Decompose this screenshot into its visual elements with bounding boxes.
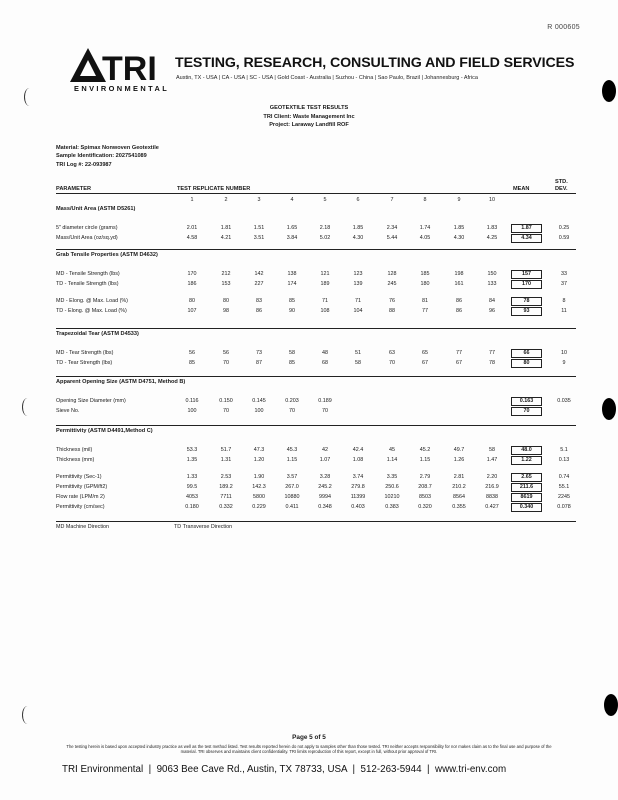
replicate-header: TEST REPLICATE NUMBER: [177, 186, 251, 192]
table-cell: 4.05: [419, 235, 431, 241]
table-cell: 142: [254, 271, 264, 277]
row-label: Mass/Unit Area (oz/sq.yd): [56, 235, 118, 241]
table-cell: 70: [223, 360, 229, 366]
table-cell: 279.8: [351, 484, 365, 490]
row-label: TD - Tear Strength (lbs): [56, 360, 113, 366]
table-cell: 0.229: [252, 504, 266, 510]
table-cell: 67: [422, 360, 428, 366]
table-cell: 0.403: [351, 504, 365, 510]
table-cell: 245: [387, 281, 397, 287]
table-cell: 51: [355, 350, 361, 356]
table-cell: 107: [187, 308, 197, 314]
mean-value: 1.22: [511, 456, 542, 465]
table-cell: 161: [454, 281, 464, 287]
table-cell: 250.6: [385, 484, 399, 490]
std-dev-value: 0.25: [558, 225, 570, 231]
logo-letters: TRI: [102, 50, 157, 86]
table-cell: 56: [223, 350, 229, 356]
replicate-number: 2: [224, 197, 228, 203]
table-cell: 58: [355, 360, 361, 366]
table-cell: 1.65: [286, 225, 298, 231]
table-cell: 1.85: [453, 225, 465, 231]
mean-value: 70: [511, 407, 542, 416]
table-cell: 216.9: [485, 484, 499, 490]
table-cell: 4.30: [352, 235, 364, 241]
mean-value: 2.65: [511, 473, 542, 482]
table-cell: 11399: [350, 494, 366, 500]
table-cell: 1.81: [220, 225, 232, 231]
table-cell: 1.47: [486, 457, 498, 463]
table-cell: 88: [389, 308, 395, 314]
table-cell: 1.08: [352, 457, 364, 463]
table-cell: 87: [256, 360, 262, 366]
footer-separator: |: [349, 764, 358, 775]
table-cell: 80: [223, 298, 229, 304]
table-cell: 83: [256, 298, 262, 304]
row-label: Flow rate (LPM/m 2): [56, 494, 105, 500]
table-cell: 186: [187, 281, 197, 287]
table-cell: 45.3: [286, 447, 298, 453]
log-number: TRI Log #: 22-093987: [56, 161, 112, 168]
row-label: MD - Tear Strength (lbs): [56, 350, 114, 356]
row-label: Permittivity (cm/sec): [56, 504, 105, 510]
table-cell: 180: [420, 281, 430, 287]
table-cell: 4.58: [186, 235, 198, 241]
table-cell: 1.35: [186, 457, 198, 463]
table-cell: 77: [422, 308, 428, 314]
std-dev-value: 8: [562, 298, 566, 304]
parameter-header: PARAMETER: [56, 186, 92, 192]
footer-company: TRI Environmental: [62, 764, 144, 775]
table-cell: 47.3: [253, 447, 265, 453]
sample-id: Sample Identification: 2027541089: [56, 153, 147, 160]
scan-mark-middle: [22, 398, 33, 416]
std-dev-value: 5.1: [560, 447, 568, 453]
section-title: Grab Tensile Properties (ASTM D4632): [56, 252, 158, 258]
header-rule: [56, 193, 576, 194]
table-cell: 8564: [453, 494, 465, 500]
footer-separator: |: [424, 764, 433, 775]
row-label: TD - Elong. @ Max. Load (%): [56, 308, 127, 314]
mean-value: 48.0: [511, 446, 542, 455]
table-cell: 71: [355, 298, 361, 304]
table-cell: 48: [322, 350, 328, 356]
section-title: Mass/Unit Area (ASTM D5261): [56, 206, 136, 212]
section-title: Trapezoidal Tear (ASTM D4533): [56, 331, 139, 337]
table-cell: 67: [456, 360, 462, 366]
table-cell: 4053: [186, 494, 198, 500]
table-cell: 42.4: [352, 447, 364, 453]
replicate-number: 10: [489, 197, 495, 203]
table-cell: 77: [489, 350, 495, 356]
std-dev-value: 0.13: [558, 457, 570, 463]
section-rule: [56, 425, 576, 426]
td-note: TD Transverse Direction: [174, 524, 233, 530]
std-dev-value: 10: [561, 350, 567, 356]
table-cell: 70: [389, 360, 395, 366]
row-label: MD - Tensile Strength (lbs): [56, 271, 120, 277]
table-cell: 63: [389, 350, 395, 356]
table-cell: 58: [489, 447, 495, 453]
scan-mark-top: [24, 88, 35, 106]
table-cell: 49.7: [453, 447, 465, 453]
table-cell: 245.2: [318, 484, 332, 490]
section-rule: [56, 376, 576, 377]
table-cell: 5800: [253, 494, 265, 500]
table-cell: 45: [389, 447, 395, 453]
table-cell: 80: [189, 298, 195, 304]
row-label: Thickness (mil): [56, 447, 93, 453]
table-cell: 0.116: [185, 398, 199, 404]
table-cell: 185: [420, 271, 430, 277]
md-note: MD Machine Direction: [56, 524, 110, 530]
section-title: Apparent Opening Size (ASTM D4751, Method B): [56, 379, 186, 385]
table-cell: 7711: [220, 494, 232, 500]
row-label: Permittivity (Sec-1): [56, 474, 102, 480]
mean-value: 0.340: [511, 503, 542, 512]
table-cell: 65: [422, 350, 428, 356]
table-cell: 2.18: [319, 225, 331, 231]
report-title: GEOTEXTILE TEST RESULTS: [269, 105, 349, 111]
replicate-number: 8: [423, 197, 427, 203]
replicate-number: 3: [257, 197, 261, 203]
mean-value: 8619: [511, 493, 542, 502]
table-cell: 121: [320, 271, 330, 277]
table-cell: 0.150: [219, 398, 233, 404]
table-cell: 9994: [319, 494, 331, 500]
table-cell: 0.383: [385, 504, 399, 510]
table-cell: 76: [389, 298, 395, 304]
replicate-number: 4: [290, 197, 294, 203]
std-dev-value: 0.078: [557, 504, 571, 510]
replicate-number: 1: [190, 197, 194, 203]
std-dev-value: 37: [561, 281, 567, 287]
table-cell: 189.2: [219, 484, 233, 490]
table-cell: 0.189: [318, 398, 332, 404]
table-cell: 0.203: [285, 398, 299, 404]
table-cell: 1.83: [486, 225, 498, 231]
table-cell: 45.2: [419, 447, 431, 453]
table-cell: 2.20: [486, 474, 498, 480]
table-cell: 3.51: [253, 235, 265, 241]
table-cell: 86: [456, 308, 462, 314]
table-cell: 85: [289, 298, 295, 304]
table-cell: 86: [256, 308, 262, 314]
std-dev-value: 0.74: [558, 474, 570, 480]
table-cell: 70: [223, 408, 229, 414]
table-cell: 96: [489, 308, 495, 314]
table-cell: 1.51: [253, 225, 265, 231]
table-cell: 174: [287, 281, 297, 287]
footer-contact: [62, 764, 506, 775]
table-cell: 68: [322, 360, 328, 366]
table-cell: 2.34: [386, 225, 398, 231]
row-label: Sieve No.: [56, 408, 80, 414]
table-cell: 2.01: [186, 225, 198, 231]
table-cell: 8838: [486, 494, 498, 500]
table-cell: 86: [456, 298, 462, 304]
table-cell: 108: [320, 308, 330, 314]
table-cell: 1.85: [352, 225, 364, 231]
std-dev-value: 0.035: [557, 398, 571, 404]
table-cell: 4.21: [220, 235, 232, 241]
table-cell: 104: [353, 308, 363, 314]
std-dev-value: 11: [561, 308, 567, 314]
replicate-number: 9: [457, 197, 461, 203]
table-cell: 56: [189, 350, 195, 356]
table-cell: 99.5: [186, 484, 198, 490]
table-cell: 58: [289, 350, 295, 356]
scan-mark-bottom: [22, 706, 33, 724]
table-cell: 2.81: [453, 474, 465, 480]
table-cell: 1.15: [286, 457, 298, 463]
mean-value: 211.6: [511, 483, 542, 492]
table-bottom-rule: [56, 521, 576, 522]
table-cell: 53.3: [186, 447, 198, 453]
table-cell: 153: [221, 281, 231, 287]
mean-value: 66: [511, 349, 542, 358]
section-title: Permittivity (ASTM D4491,Method C): [56, 428, 153, 434]
mean-value: 4.34: [511, 234, 542, 243]
std-dev-value: 33: [561, 271, 567, 277]
mean-value: 1.87: [511, 224, 542, 233]
table-cell: 78: [489, 360, 495, 366]
mean-value: 0.163: [511, 397, 542, 406]
table-cell: 71: [322, 298, 328, 304]
disclaimer: The testing herein is based upon accepted industry practice as well as the test method listed. Test results reported herein do not apply to samples other than those tested. TRI neither accepts responsibility for nor makes claim as to the final use and purpose of the material. TRI observes and maintains client confidentiality. TRI limits reproduction of this report, except in full, without prior approval of TRI.: [66, 744, 552, 755]
table-cell: 1.74: [419, 225, 431, 231]
table-cell: 1.31: [220, 457, 232, 463]
table-cell: 0.145: [252, 398, 266, 404]
table-cell: 4.30: [453, 235, 465, 241]
replicate-number: 7: [390, 197, 394, 203]
mean-header: MEAN: [513, 186, 530, 192]
table-cell: 3.35: [386, 474, 398, 480]
table-cell: 5.44: [386, 235, 398, 241]
table-cell: 0.411: [285, 504, 299, 510]
table-cell: 123: [353, 271, 363, 277]
table-cell: 70: [289, 408, 295, 414]
binder-hole-bottom: [604, 694, 618, 716]
table-cell: 81: [422, 298, 428, 304]
table-cell: 3.84: [286, 235, 298, 241]
table-cell: 85: [189, 360, 195, 366]
table-cell: 0.320: [418, 504, 432, 510]
table-cell: 77: [456, 350, 462, 356]
table-cell: 3.74: [352, 474, 364, 480]
footer-separator: |: [145, 764, 154, 775]
table-cell: 142.3: [252, 484, 266, 490]
table-cell: 212: [221, 271, 231, 277]
mean-value: 93: [511, 307, 542, 316]
table-cell: 8503: [419, 494, 431, 500]
table-cell: 1.15: [419, 457, 431, 463]
logo-subtitle: ENVIRONMENTAL: [74, 84, 170, 93]
table-cell: 0.348: [318, 504, 332, 510]
std-header-line2: DEV.: [555, 186, 568, 192]
binder-hole-middle: [602, 398, 616, 420]
table-cell: 70: [322, 408, 328, 414]
report-project: Project: Laraway Landfill ROF: [269, 122, 349, 128]
row-label: 5" diameter circle (grams): [56, 225, 118, 231]
table-cell: 2.53: [220, 474, 232, 480]
table-cell: 1.07: [319, 457, 331, 463]
footer-website: www.tri-env.com: [435, 764, 507, 775]
mean-value: 157: [511, 270, 542, 279]
section-rule: [56, 249, 576, 250]
row-label: Permittivity (GPM/ft2): [56, 484, 108, 490]
company-locations: Austin, TX - USA | CA - USA | SC - USA | Gold Coast - Australia | Suzhou - China | Sao Paulo, Brazil | Johannesburg - Africa: [176, 75, 478, 81]
row-label: MD - Elong. @ Max. Load (%): [56, 298, 128, 304]
table-cell: 170: [187, 271, 197, 277]
table-cell: 0.180: [185, 504, 199, 510]
std-dev-value: 9: [562, 360, 566, 366]
table-cell: 98: [223, 308, 229, 314]
row-label: Opening Size Diameter (mm): [56, 398, 126, 404]
table-cell: 84: [489, 298, 495, 304]
binder-hole-top: [602, 80, 616, 102]
table-cell: 189: [320, 281, 330, 287]
table-cell: 90: [289, 308, 295, 314]
footer-phone: 512-263-5944: [360, 764, 422, 775]
table-cell: 1.33: [186, 474, 198, 480]
table-cell: 128: [387, 271, 397, 277]
section-rule: [56, 328, 576, 329]
table-cell: 0.332: [219, 504, 233, 510]
replicate-number: 5: [323, 197, 327, 203]
mean-value: 80: [511, 359, 542, 368]
table-cell: 139: [353, 281, 363, 287]
table-cell: 1.90: [253, 474, 265, 480]
mean-value: 170: [511, 280, 542, 289]
table-cell: 227: [254, 281, 264, 287]
table-cell: 150: [487, 271, 497, 277]
std-dev-value: 55.1: [558, 484, 570, 490]
report-client: TRI Client: Waste Management Inc: [263, 113, 355, 120]
table-cell: 42: [322, 447, 328, 453]
table-cell: 0.355: [452, 504, 466, 510]
table-cell: 10210: [384, 494, 400, 500]
table-cell: 0.427: [485, 504, 499, 510]
std-header-line1: STD.: [555, 179, 568, 185]
row-label: TD - Tensile Strength (lbs): [56, 281, 119, 287]
table-cell: 267.0: [285, 484, 299, 490]
material-info: [56, 144, 159, 169]
table-cell: 2.79: [419, 474, 431, 480]
bates-number: R 000605: [547, 24, 580, 31]
std-dev-value: 0.59: [558, 235, 570, 241]
mean-value: 78: [511, 297, 542, 306]
table-cell: 138: [287, 271, 297, 277]
footer-address: 9063 Bee Cave Rd., Austin, TX 78733, USA: [156, 764, 348, 775]
table-cell: 1.14: [386, 457, 398, 463]
company-name: TESTING, RESEARCH, CONSULTING AND FIELD SERVICES: [175, 55, 575, 71]
table-cell: 5.02: [319, 235, 331, 241]
std-dev-value: 2245: [558, 494, 570, 500]
table-cell: 1.20: [253, 457, 265, 463]
table-cell: 100: [254, 408, 264, 414]
table-cell: 3.28: [319, 474, 331, 480]
table-cell: 210.2: [452, 484, 466, 490]
table-cell: 133: [487, 281, 497, 287]
table-cell: 100: [187, 408, 197, 414]
replicate-number: 6: [356, 197, 360, 203]
table-cell: 10880: [284, 494, 300, 500]
table-cell: 3.57: [286, 474, 298, 480]
table-cell: 73: [256, 350, 262, 356]
table-cell: 51.7: [220, 447, 232, 453]
material: Material: Spimax Nonwoven Geotextile: [56, 145, 159, 151]
table-cell: 198: [454, 271, 464, 277]
table-cell: 4.25: [486, 235, 498, 241]
page-number: Page 5 of 5: [292, 734, 326, 741]
row-label: Thickness (mm): [56, 457, 95, 463]
table-cell: 85: [289, 360, 295, 366]
table-cell: 208.7: [418, 484, 432, 490]
table-cell: 1.26: [453, 457, 465, 463]
